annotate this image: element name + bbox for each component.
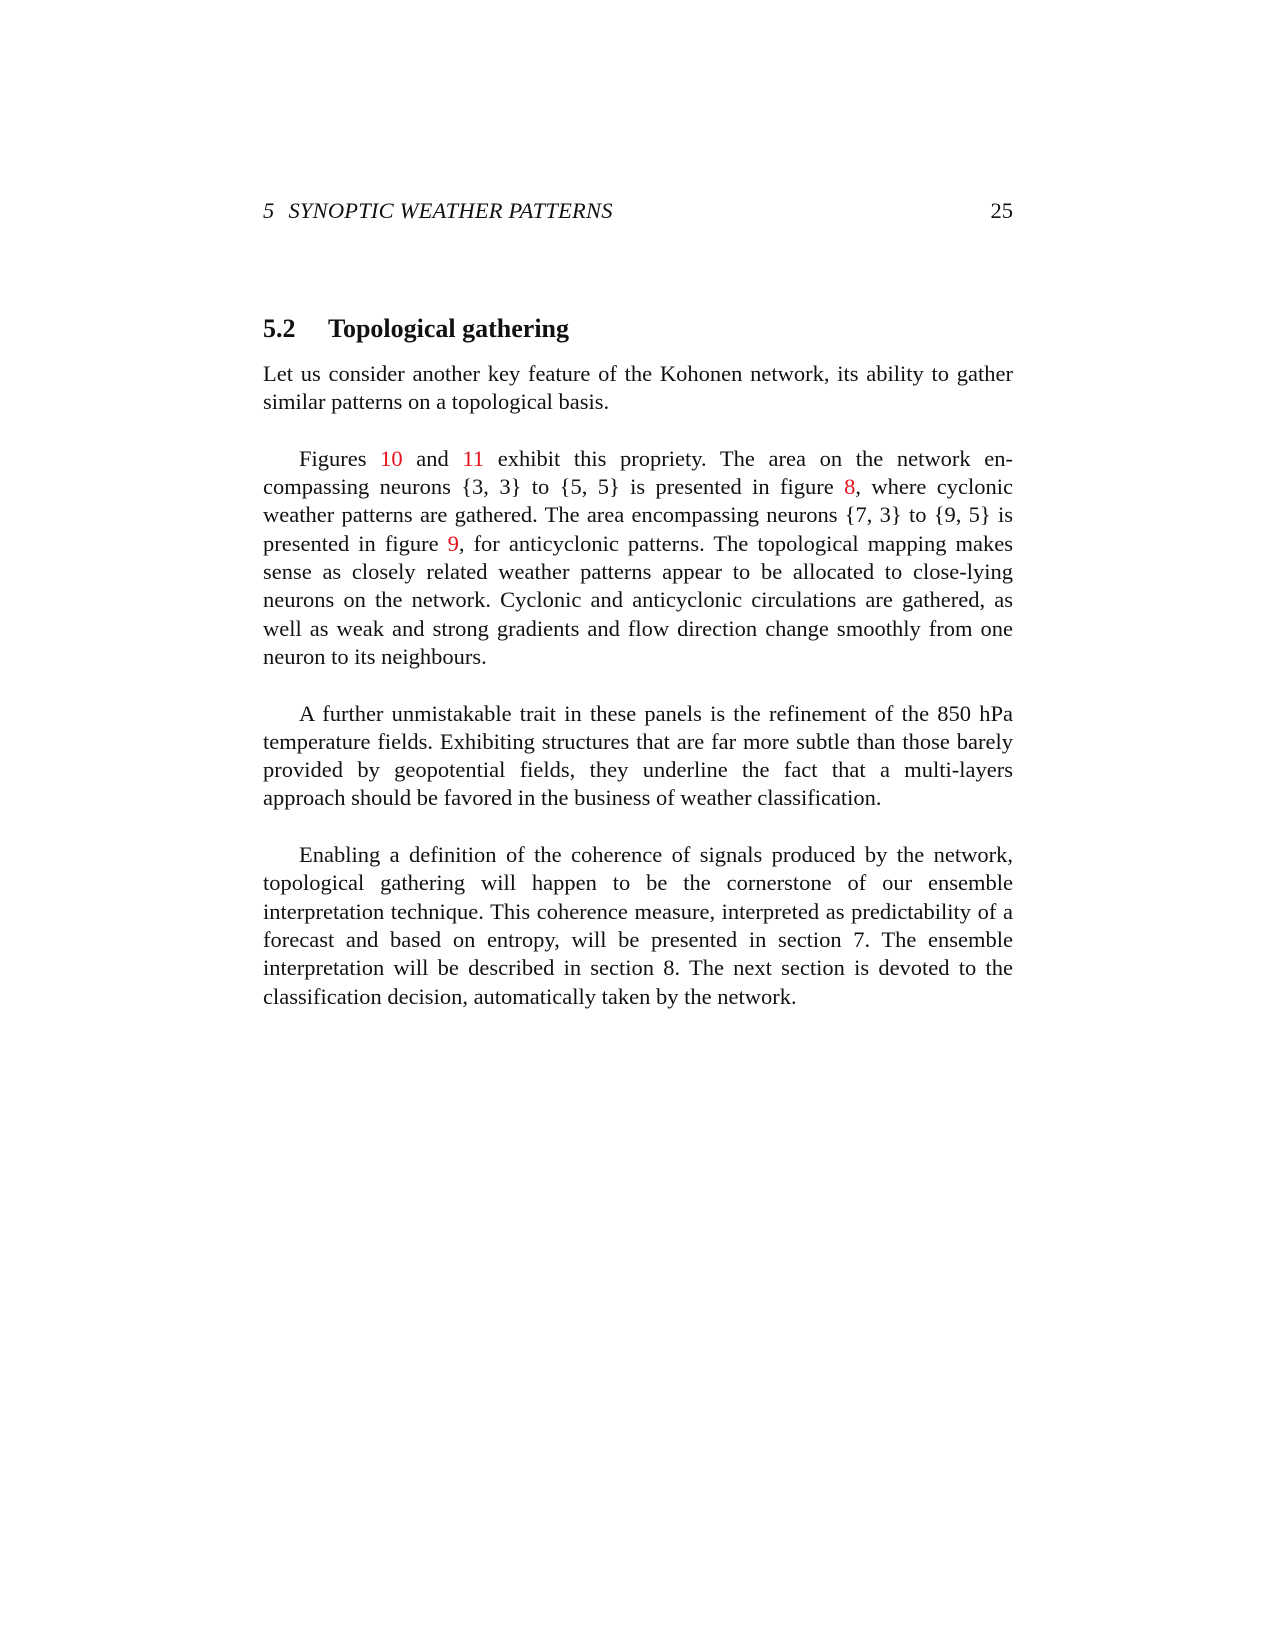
figure-reference-10[interactable]: 10 bbox=[380, 445, 403, 471]
chapter-number: 5 bbox=[263, 198, 275, 223]
body-text bbox=[263, 360, 1013, 1039]
paragraph-1: Let us consider another key feature of the Kohonen network, its ability to gather similar patterns on a topological basis. bbox=[263, 361, 1013, 415]
running-header bbox=[263, 196, 1013, 226]
figure-reference-8[interactable]: 8 bbox=[844, 474, 856, 500]
paragraph-2-text-4: , where cyclonic weather patterns are gathered. The area encompassing neurons {7, 3} to {9, 5} is presented in figure bbox=[263, 474, 1013, 556]
paragraph-4: Enabling a definition of the coherence of signals produced by the network, topological gathering will happen to be the cornerstone of our ensemble interpretation technique. This coherence measure, interpreted as predictability of a forecast and based on entropy, will be presented in section 7. The ensemble interpretation will be described in section 8. The next section is devoted to the classification decision, automatically taken by the network. bbox=[263, 842, 1013, 1009]
chapter-title: SYNOPTIC WEATHER PATTERNS bbox=[288, 198, 613, 223]
paragraph-2-text-1: Figures bbox=[299, 445, 381, 471]
paragraph-2-text-3: exhibit this propriety. The area on the network encompassing neurons {3, 3} to {5, 5} is presented in figure bbox=[263, 445, 1014, 500]
section-heading bbox=[263, 312, 569, 346]
running-header-chapter bbox=[263, 196, 613, 226]
section-title: Topological gathering bbox=[328, 314, 570, 343]
section-number: 5.2 bbox=[263, 314, 296, 343]
figure-reference-9[interactable]: 9 bbox=[447, 530, 459, 556]
paragraph-2-text-5: , for anticyclonic patterns. The topological mapping makes sense as closely related weather patterns appear to be allocated to close-lying neurons on the network. Cyclonic and anticyclonic circulations are gathered, as well as weak and strong gradients and flow direction change smoothly from one neuron to its neighbours. bbox=[263, 530, 1013, 669]
paragraph-2-text-2: and bbox=[402, 445, 463, 471]
page-number: 25 bbox=[990, 198, 1013, 223]
paragraph-3: A further unmistakable trait in these panels is the refinement of the 850 hPa temperature fields. Exhibiting structures that are far more subtle than those barely provided by geopotential fields, they underline the fact that a multi-layers approach should be favored in the business of weather classification. bbox=[263, 700, 1013, 811]
figure-reference-11[interactable]: 11 bbox=[462, 445, 485, 471]
paragraph-2 bbox=[263, 445, 1013, 671]
